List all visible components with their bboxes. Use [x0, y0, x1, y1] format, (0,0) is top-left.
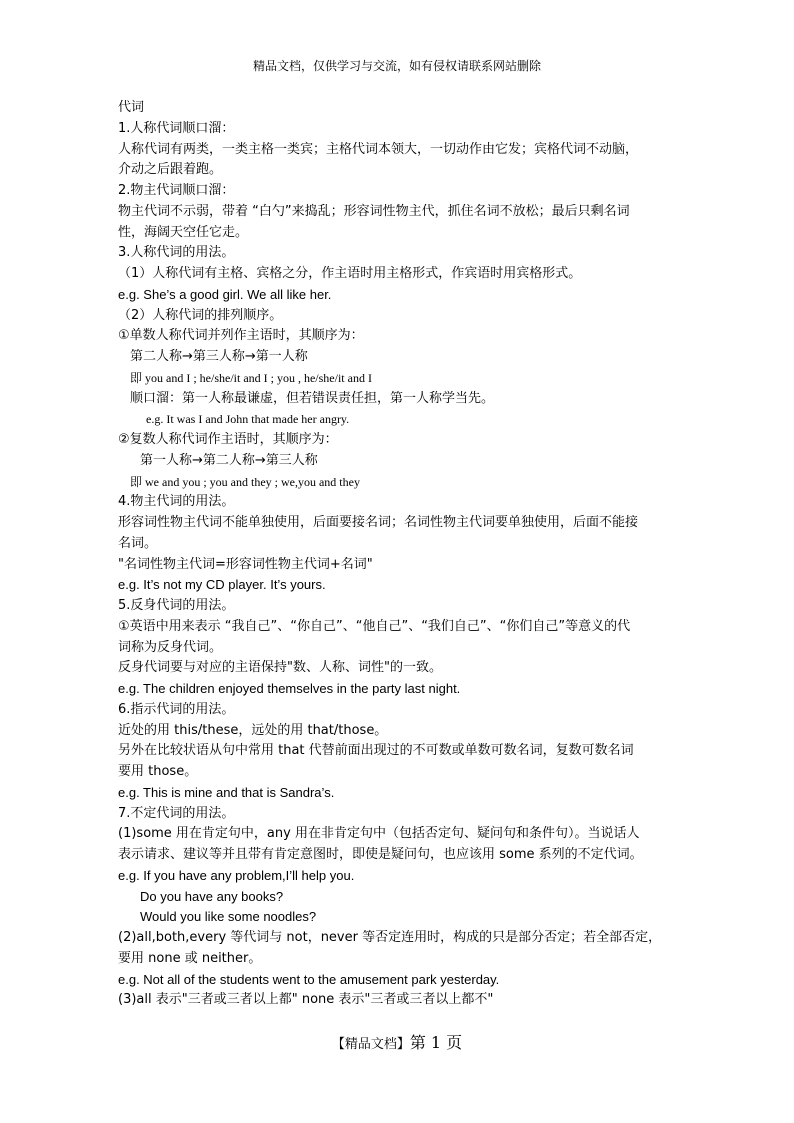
- order-line: 第一人称→第二人称→第三人称: [140, 452, 318, 468]
- text-line: 形容词性物主代词不能单独使用，后面要接名词；名词性物主代词要单独使用，后面不能接: [118, 515, 639, 530]
- text-line: (2)all,both,every 等代词与 not，never 等否定连用时，构成的只是部分否定；若全部否定，: [118, 930, 662, 945]
- heading-personal-pronoun-rhyme: 1.人称代词顺口溜：: [118, 120, 235, 136]
- text-line: 要用 none 或 neither。: [118, 950, 262, 966]
- heading-reflexive-usage: 5.反身代词的用法。: [118, 598, 235, 613]
- heading-indefinite-usage: 7.不定代词的用法。: [118, 805, 235, 821]
- footer-brand-label: 【精品文档】: [331, 1037, 410, 1052]
- example-line: e.g. The children enjoyed themselves in the party last night.: [118, 681, 461, 696]
- heading-demonstrative-usage: 6.指示代词的用法。: [118, 701, 235, 717]
- text-line: 要用 those。: [118, 764, 198, 779]
- text-line: ①单数人称代词并列作主语时，其顺序为：: [118, 328, 364, 344]
- page-footer: [0, 1032, 794, 1056]
- text-line: 词称为反身代词。: [118, 639, 223, 655]
- page-header-notice: 精品文档，仅供学习与交流，如有侵权请联系网站删除: [252, 59, 541, 73]
- formula-line: "名词性物主代词=形容词性物主代词+名词": [118, 556, 373, 572]
- example-line: e.g. Not all of the students went to the amusement park yesterday.: [118, 971, 500, 987]
- section-title: 代词: [118, 100, 145, 115]
- text-line: 名词。: [118, 535, 158, 551]
- text-line: 人称代词有两类，一类主格一类宾；主格代词本领大，一切动作由它发；宾格代词不动脑，: [118, 141, 639, 157]
- text-line: 另外在比较状语从句中常用 that 代替前面出现过的不可数或单数可数名词，复数可数名词: [118, 743, 634, 759]
- rhyme-line: 顺口溜：第一人称最谦虚，但若错误责任担，第一人称学当先。: [130, 390, 495, 406]
- example-line: Do you have any books?: [140, 888, 284, 904]
- heading-possessive-usage: 4.物主代词的用法。: [118, 494, 235, 510]
- page-number: 第 1 页: [409, 1033, 463, 1052]
- text-line: 反身代词要与对应的主语保持"数、人称、词性"的一致。: [118, 660, 442, 676]
- text-line: ②复数人称代词作主语时，其顺序为：: [118, 432, 338, 447]
- text-line: 性，海阔天空任它走。: [118, 224, 249, 240]
- example-line: 即 we and you ; you and they ; we,you and they: [130, 474, 360, 489]
- example-line: e.g. If you have any problem,I’ll help you.: [118, 867, 355, 883]
- text-line: 物主代词不示弱，带着 “白勺”来捣乱；形容词性物主代，抓住名词不放松；最后只剩名词: [118, 203, 630, 219]
- example-line: e.g. This is mine and that is Sandra’s.: [118, 784, 335, 800]
- order-line: 第二人称→第三人称→第一人称: [130, 349, 308, 364]
- text-line: ①英语中用来表示 “我自己”、“你自己”、“他自己”、“我们自己”、“你们自己”等意义的代: [118, 618, 631, 634]
- heading-personal-pronoun-usage: 3.人称代词的用法。: [118, 245, 235, 261]
- text-line: （2）人称代词的排列顺序。: [118, 307, 283, 323]
- text-line: 近处的用 this/these，远处的用 that/those。: [118, 722, 388, 738]
- text-line: 表示请求、建议等并且带有肯定意图时，即使是疑问句，也应该用 some 系列的不定代词。: [118, 847, 643, 862]
- heading-possessive-rhyme: 2.物主代词顺口溜：: [118, 183, 235, 198]
- document-body: [118, 98, 678, 1011]
- example-line: 即 you and I ; he/she/it and I ; you , he/she/it and I: [130, 370, 372, 385]
- text-line: （1）人称代词有主格、宾格之分，作主语时用主格形式，作宾语时用宾格形式。: [118, 266, 582, 281]
- text-line: (1)some 用在肯定句中，any 用在非肯定句中（包括否定句、疑问句和条件句）。当说话人: [118, 826, 640, 842]
- example-line: Would you like some noodles?: [140, 909, 317, 925]
- example-line: e.g. She’s a good girl. We all like her.: [118, 286, 332, 302]
- example-line: e.g. It was I and John that made her angry.: [146, 412, 350, 427]
- example-line: e.g. It’s not my CD player. It’s yours.: [118, 577, 326, 593]
- text-line: (3)all 表示"三者或三者以上都" none 表示"三者或三者以上都不": [118, 992, 494, 1008]
- text-line: 介动之后跟着跑。: [118, 162, 223, 178]
